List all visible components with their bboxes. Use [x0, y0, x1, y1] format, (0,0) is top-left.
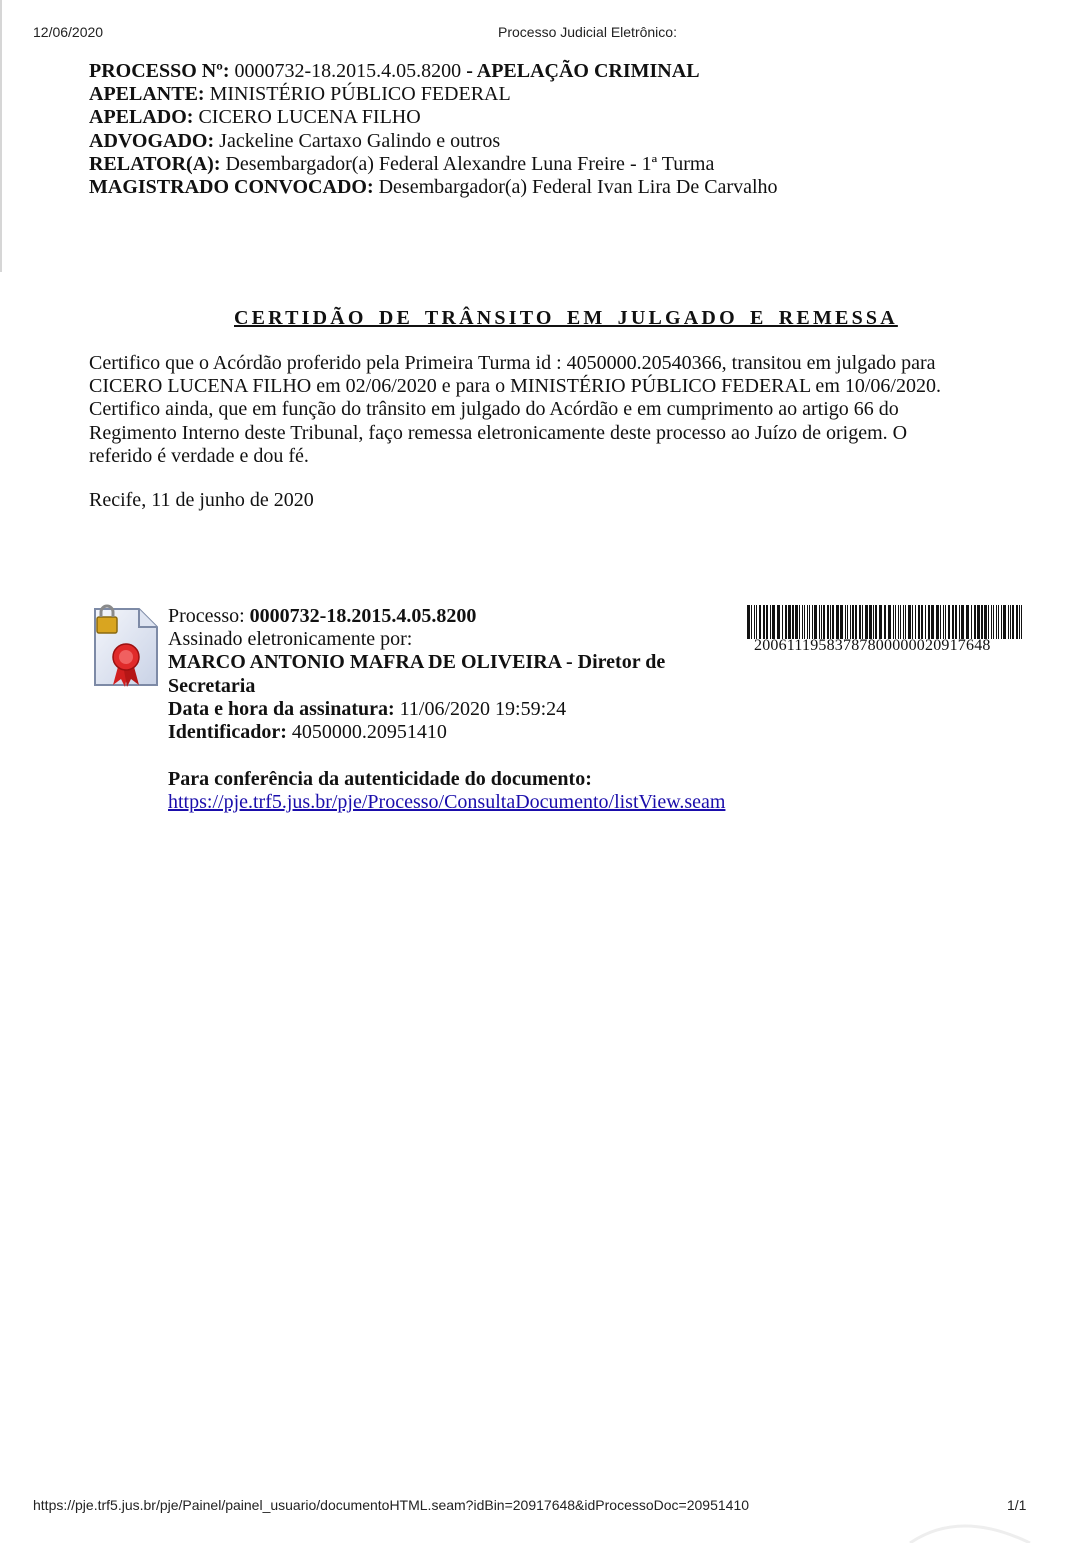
barcode-bar [1003, 605, 1006, 639]
barcode-bar [772, 605, 775, 639]
barcode-bar [879, 605, 882, 639]
barcode-bar [814, 605, 817, 639]
barcode-bar [819, 605, 820, 639]
barcode-bar [799, 605, 800, 639]
barcode-bar [845, 605, 846, 639]
barcode-bar [912, 605, 913, 639]
barcode-bar [1008, 605, 1009, 639]
barcode-bar [788, 605, 791, 639]
barcode-bar [915, 605, 916, 639]
barcode-bar [777, 605, 780, 639]
barcode-bar [785, 605, 787, 639]
signed-document-seal-icon [91, 603, 161, 689]
case-apelante-line [89, 83, 778, 106]
case-relator-value: Desembargador(a) Federal Alexandre Luna Freire - 1ª Turma [225, 152, 715, 175]
barcode-bar [943, 605, 944, 639]
barcode-bar [993, 605, 994, 639]
barcode-bar [862, 605, 863, 639]
page-corner-smudge [900, 1515, 1040, 1543]
barcode-bar [855, 605, 857, 639]
authenticity-link[interactable]: https://pje.trf5.jus.br/pje/Processo/ConsultaDocumento/listView.seam [168, 791, 726, 814]
barcode-bar [893, 605, 894, 639]
case-magistrado-value: Desembargador(a) Federal Ivan Lira De Carvalho [378, 176, 778, 199]
certificate-line-5: referido é verdade e dou fé. [89, 444, 309, 467]
barcode-bar [905, 605, 906, 639]
print-footer [0, 1497, 1070, 1517]
barcode-bar [859, 605, 861, 639]
signature-signer-line-2 [168, 675, 665, 698]
case-advogado-label: ADVOGADO: [89, 129, 215, 152]
signature-signer-line-1 [168, 651, 665, 674]
barcode-bar [832, 605, 834, 639]
barcode-bar [988, 605, 989, 639]
print-date: 12/06/2020 [33, 24, 104, 40]
authenticity-label: Para conferência da autenticidade do documento: [168, 768, 592, 790]
authenticity-block [168, 768, 725, 814]
barcode-bar [759, 605, 761, 639]
signature-id-label: Identificador: [168, 721, 287, 744]
barcode-bar [782, 605, 783, 639]
certificate-line-1: Certifico que o Acórdão proferido pela Primeira Turma id : 4050000.20540366, transitou em julgado para [89, 352, 936, 374]
signature-processo-line [168, 605, 665, 628]
barcode-bar [840, 605, 843, 639]
barcode-bar [981, 605, 983, 639]
barcode-bar [756, 605, 757, 639]
barcode-bar [948, 605, 950, 639]
case-apelado-value: CICERO LUCENA FILHO [198, 106, 421, 129]
signature-id-line [168, 721, 665, 744]
signature-signer-role: Secretaria [168, 674, 256, 697]
barcode-bar [1019, 605, 1020, 639]
barcode-bar [884, 605, 886, 639]
barcode-bar [807, 605, 808, 639]
barcode-bar [984, 605, 987, 639]
barcode-bar [754, 605, 755, 639]
barcode-bar [865, 605, 868, 639]
barcode-bar [971, 605, 972, 639]
barcode-bar [770, 605, 771, 639]
signature-signed-by-label: Assinado eletronicamente por: [168, 628, 413, 651]
barcode-bar [895, 605, 896, 639]
barcode-bar [996, 605, 997, 639]
barcode-bar [945, 605, 946, 639]
barcode-bar [823, 605, 825, 639]
barcode-number: 20061119583787800000020917648 [754, 637, 991, 654]
barcode-bar [1001, 605, 1002, 639]
certificate-line-3: Certifico ainda, que em função do trânsito em julgado do Acórdão e em cumprimento ao artigo 66 do [89, 398, 899, 421]
case-apelado-line [89, 106, 778, 129]
barcode-bar [1016, 605, 1018, 639]
signature-block [168, 605, 665, 744]
barcode-bar [873, 605, 874, 639]
barcode-bar [974, 605, 976, 639]
certificate-place-date: Recife, 11 de junho de 2020 [89, 489, 314, 511]
barcode-bar [961, 605, 964, 639]
certificate-line-4: Regimento Interno deste Tribunal, faço remessa eletronicamente deste processo ao Juízo de origem. O [89, 421, 908, 444]
barcode-bar [918, 605, 920, 639]
barcode-bar [836, 605, 839, 639]
barcode-bar [812, 605, 813, 639]
signature-processo-label: Processo: [168, 605, 245, 627]
barcode-bar [966, 605, 969, 639]
barcode-bar [850, 605, 851, 639]
barcode-bar [763, 605, 765, 639]
barcode-bar [847, 605, 848, 639]
print-footer-page: 1/1 [1007, 1497, 1027, 1513]
barcode-bar [888, 605, 891, 639]
barcode-bar [955, 605, 957, 639]
print-header [0, 24, 1070, 44]
certificate-body [89, 352, 989, 468]
case-relator-line [89, 153, 778, 176]
barcode [747, 605, 1022, 639]
barcode-bar [747, 605, 750, 639]
case-magistrado-line [89, 176, 778, 199]
barcode-bar [751, 605, 752, 639]
signature-processo-number: 0000732-18.2015.4.05.8200 [249, 605, 477, 627]
barcode-bar [977, 605, 980, 639]
case-relator-label: RELATOR(A): [89, 152, 221, 175]
barcode-bar [898, 605, 899, 639]
case-processo-line [89, 60, 778, 83]
barcode-bar [809, 605, 810, 639]
signature-datetime-label: Data e hora da assinatura: [168, 697, 395, 720]
barcode-bar [928, 605, 930, 639]
barcode-bar [940, 605, 941, 639]
case-advogado-line [89, 130, 778, 153]
barcode-bar [795, 605, 798, 639]
barcode-bar [875, 605, 877, 639]
barcode-bar [908, 605, 911, 639]
case-apelante-value: MINISTÉRIO PÚBLICO FEDERAL [209, 83, 511, 106]
barcode-bar [903, 605, 904, 639]
barcode-bar [991, 605, 992, 639]
signature-signer-name: MARCO ANTONIO MAFRA DE OLIVEIRA - Diretor de [168, 651, 666, 674]
certificate-line-2: CICERO LUCENA FILHO em 02/06/2020 e para o MINISTÉRIO PÚBLICO FEDERAL em 10/06/2020. [89, 375, 941, 398]
case-processo-type: - APELAÇÃO CRIMINAL [466, 60, 700, 82]
print-title: Processo Judicial Eletrônico: [498, 24, 677, 40]
barcode-bar [1010, 605, 1011, 639]
barcode-bar [925, 605, 926, 639]
signature-id-value: 4050000.20951410 [291, 721, 447, 744]
barcode-bar [830, 605, 831, 639]
barcode-bar [1012, 605, 1014, 639]
barcode-bar [1021, 605, 1022, 639]
barcode-bar [998, 605, 999, 639]
case-magistrado-label: MAGISTRADO CONVOCADO: [89, 176, 374, 199]
barcode-bar [804, 605, 805, 639]
case-info [89, 60, 778, 199]
barcode-bar [900, 605, 901, 639]
certificate-title: CERTIDÃO DE TRÂNSITO EM JULGADO E REMESSA [234, 307, 898, 329]
case-apelado-label: APELADO: [89, 106, 194, 129]
barcode-bar [952, 605, 954, 639]
barcode-bar [869, 605, 872, 639]
case-processo-number: 0000732-18.2015.4.05.8200 [234, 60, 462, 82]
barcode-bar [827, 605, 829, 639]
case-apelante-label: APELANTE: [89, 83, 205, 106]
barcode-bar [931, 605, 934, 639]
barcode-bar [821, 605, 822, 639]
barcode-bar [959, 605, 960, 639]
barcode-bar [792, 605, 794, 639]
barcode-bar [921, 605, 923, 639]
signature-datetime-line [168, 698, 665, 721]
barcode-bar [766, 605, 768, 639]
barcode-bar [852, 605, 854, 639]
case-processo-label: PROCESSO Nº: [89, 60, 230, 82]
barcode-bar [936, 605, 939, 639]
barcode-bar [802, 605, 803, 639]
print-footer-url: https://pje.trf5.jus.br/pje/Painel/painel_usuario/documentoHTML.seam?idBin=20917648&idProcessoDoc=20951410 [33, 1497, 750, 1513]
case-advogado-value: Jackeline Cartaxo Galindo e outros [219, 129, 501, 152]
signature-datetime-value: 11/06/2020 19:59:24 [399, 697, 567, 720]
